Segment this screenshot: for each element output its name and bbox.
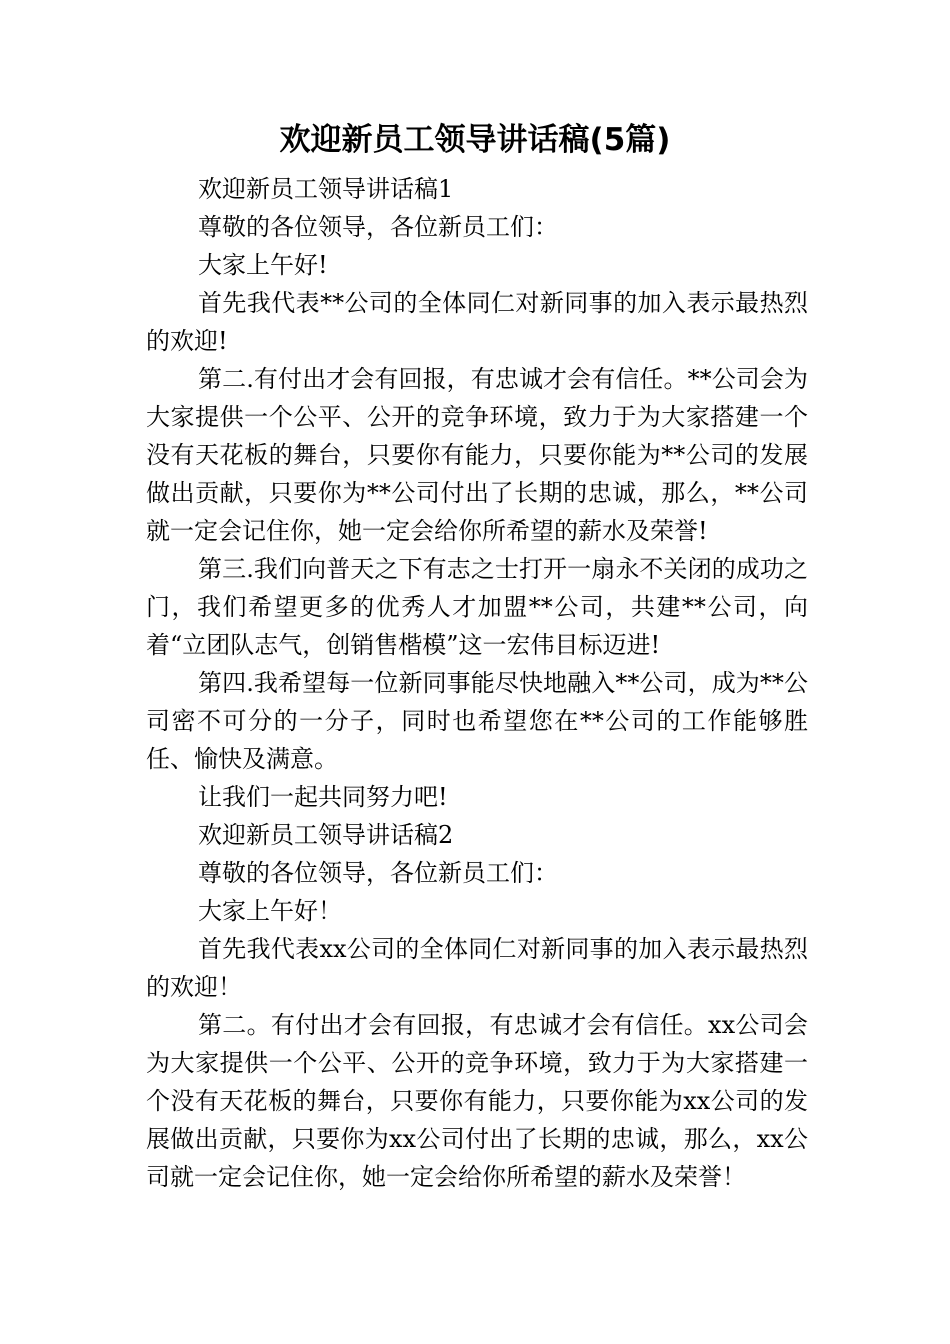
document-title: 欢迎新员工领导讲话稿(5篇) bbox=[279, 122, 671, 158]
paragraph: 第二。有付出才会有回报，有忠诚才会有信任。xx公司会为大家提供一个公平、公开的竞争环境，致力于为大家搭建一个没有天花板的舞台，只要你有能力，只要你能为xx公司的发展做出贡献，只要你为xx公司付出了长期的忠诚，那么，xx公司就一定会记住你，她一定会给你所希望的薪水及荣誉！ bbox=[146, 1011, 808, 1191]
paragraph-greeting: 大家上午好! bbox=[198, 251, 328, 279]
document-body bbox=[146, 170, 808, 1196]
paragraph-greeting: 大家上午好！ bbox=[198, 897, 342, 925]
paragraph: 首先我代表xx公司的全体同仁对新同事的加入表示最热烈的欢迎！ bbox=[146, 935, 808, 1001]
paragraph-heading-1: 欢迎新员工领导讲话稿1 bbox=[198, 175, 454, 203]
paragraph-salutation: 尊敬的各位领导，各位新员工们： bbox=[198, 213, 558, 241]
paragraph: 首先我代表**公司的全体同仁对新同事的加入表示最热烈的欢迎! bbox=[146, 289, 808, 355]
paragraph-heading-2: 欢迎新员工领导讲话稿2 bbox=[198, 821, 454, 849]
paragraph: 让我们一起共同努力吧! bbox=[198, 783, 448, 811]
paragraph-salutation: 尊敬的各位领导，各位新员工们： bbox=[198, 859, 558, 887]
paragraph: 第四.我希望每一位新同事能尽快地融入**公司，成为**公司密不可分的一分子，同时也希望您在**公司的工作能够胜任、愉快及满意。 bbox=[146, 669, 808, 773]
paragraph: 第二.有付出才会有回报，有忠诚才会有信任。**公司会为大家提供一个公平、公开的竞争环境，致力于为大家搭建一个没有天花板的舞台，只要你有能力，只要你能为**公司的发展做出贡献，只要你为**公司付出了长期的忠诚，那么，**公司就一定会记住你，她一定会给你所希望的薪水及荣誉! bbox=[146, 365, 808, 545]
paragraph: 第三.我们向普天之下有志之士打开一扇永不关闭的成功之门，我们希望更多的优秀人才加盟**公司，共建**公司，向着“立团队志气，创销售楷模”这一宏伟目标迈进! bbox=[146, 555, 808, 659]
